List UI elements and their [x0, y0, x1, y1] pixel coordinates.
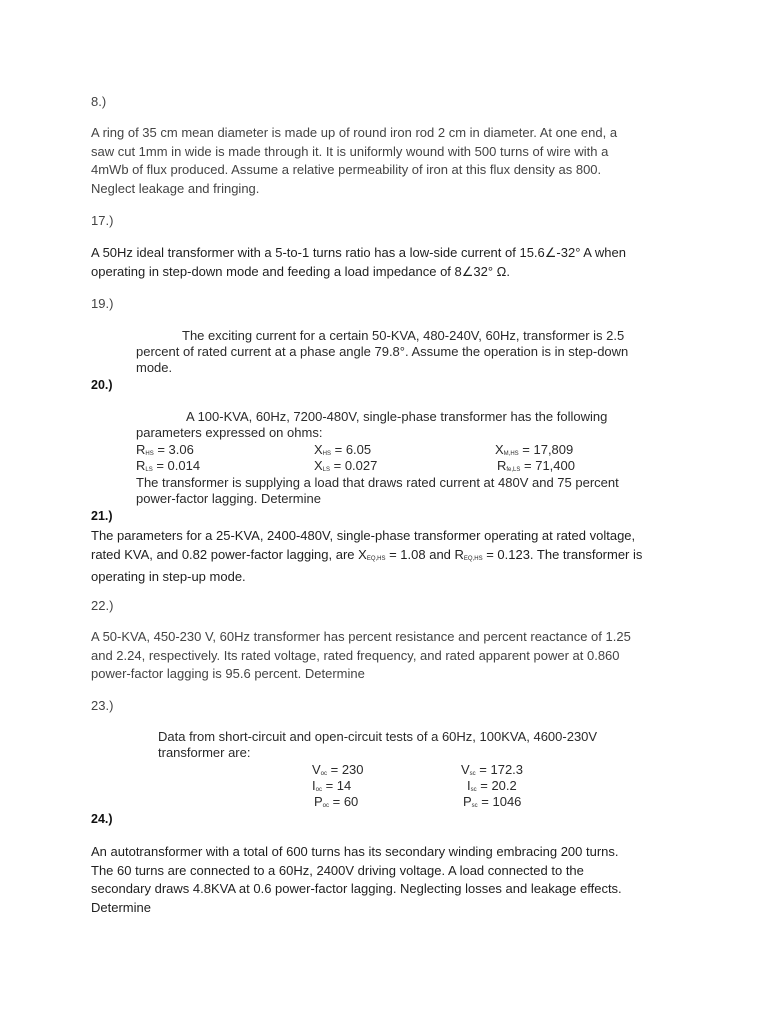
question-20-intro: [136, 409, 696, 441]
param-symbol: I: [312, 778, 316, 793]
text-line: power-factor lagging is 95.6 percent. Determine: [91, 666, 365, 681]
text-line: Neglect leakage and fringing.: [91, 180, 260, 196]
param-rfe-ls: [497, 458, 575, 473]
text-line: and 2.24, respectively. Its rated voltage, rated frequency, and rated apparent power at 0.860: [91, 647, 620, 663]
question-number-8: 8.): [91, 94, 107, 109]
text-fragment: = 0.123. The transformer is: [482, 546, 643, 562]
text-line: power-factor lagging. Determine: [136, 491, 321, 506]
text-line: 4mWb of flux produced. Assume a relative permeability of iron at this flux density as 800.: [91, 162, 602, 177]
question-24-text: [91, 843, 701, 917]
param-value: = 1046: [477, 794, 522, 809]
param-subscript: sc: [471, 803, 478, 809]
text-line: secondary draws 4.8KVA at 0.6 power-factor lagging. Neglecting losses and leakage effects.: [91, 881, 622, 896]
param-value: = 6.05: [331, 442, 372, 457]
param-value: = 3.06: [153, 442, 194, 457]
text-line: transformer are:: [158, 745, 251, 760]
param-subscript: LS: [322, 467, 331, 473]
param-subscript: oc: [315, 787, 322, 793]
question-19-text: [136, 328, 696, 376]
text-line: [91, 546, 701, 569]
text-line: mode.: [136, 360, 173, 375]
text-fragment: rated KVA, and 0.82 power-factor lagging, are X: [91, 546, 367, 562]
text-line: The transformer is supplying a load that draws rated current at 480V and 75 percent: [136, 475, 619, 490]
text-line: saw cut 1mm in wide is made through it. It is uniformly wound with 500 turns of wire with a: [91, 143, 609, 159]
param-subscript: sc: [469, 771, 476, 777]
param-xm-hs: [495, 442, 573, 457]
question-number-20: 20.): [91, 378, 113, 392]
param-i-sc: [467, 778, 517, 793]
question-23-intro: [158, 729, 678, 761]
param-symbol: P: [314, 794, 323, 809]
question-number-17: 17.): [91, 213, 114, 228]
param-symbol: I: [467, 778, 471, 793]
question-21-text: [91, 527, 701, 587]
text-line: The exciting current for a certain 50-KVA, 480-240V, 60Hz, transformer is 2.5: [182, 328, 625, 343]
text-line: parameters expressed on ohms:: [136, 425, 323, 440]
param-subscript: oc: [322, 803, 330, 809]
param-x-hs: [314, 442, 371, 457]
param-value: = 14: [321, 778, 352, 793]
param-subscript: sc: [470, 787, 477, 793]
question-number-19: 19.): [91, 296, 114, 311]
param-subscript: oc: [320, 771, 328, 777]
param-symbol: R: [136, 458, 146, 473]
text-line: operating in step-up mode.: [91, 569, 246, 584]
text-line: The 60 turns are connected to a 60Hz, 2400V driving voltage. A load connected to the: [91, 862, 584, 878]
param-symbol: R: [497, 458, 507, 473]
text-line: Determine: [91, 899, 151, 915]
param-symbol: V: [312, 762, 321, 777]
param-subscript: LS: [145, 467, 153, 473]
param-p-sc: [463, 794, 521, 809]
param-symbol: R: [136, 442, 146, 457]
question-17-text: [91, 244, 691, 281]
question-20-outro: [136, 475, 696, 507]
param-p-oc: [314, 794, 358, 809]
param-value: = 230: [327, 762, 364, 777]
subscript: EQ,HS: [463, 555, 483, 562]
question-number-24: 24.): [91, 812, 113, 826]
param-symbol: X: [495, 442, 504, 457]
question-8-text: [91, 124, 691, 198]
question-number-23: 23.): [91, 698, 114, 713]
param-v-oc: [312, 762, 364, 777]
text-line: The parameters for a 25-KVA, 2400-480V, single-phase transformer operating at rated voltage,: [91, 528, 636, 543]
param-symbol: X: [314, 458, 323, 473]
param-subscript: M,HS: [503, 451, 519, 457]
param-r-ls: [136, 458, 200, 473]
param-i-oc: [312, 778, 351, 793]
param-value: = 71,400: [520, 458, 575, 473]
param-subscript: fe,LS: [506, 467, 521, 473]
param-symbol: V: [461, 762, 470, 777]
text-line: An autotransformer with a total of 600 turns has its secondary winding embracing 200 turns.: [91, 844, 619, 859]
text-line: A ring of 35 cm mean diameter is made up of round iron rod 2 cm in diameter. At one end, a: [91, 125, 618, 140]
param-subscript: HS: [145, 451, 154, 457]
text-line: A 50-KVA, 450-230 V, 60Hz transformer has percent resistance and percent reactance of 1.25: [91, 629, 631, 644]
param-v-sc: [461, 762, 523, 777]
text-line: percent of rated current at a phase angle 79.8°. Assume the operation is in step-down: [136, 344, 629, 359]
param-r-hs: [136, 442, 194, 457]
question-22-text: [91, 628, 691, 684]
text-line: A 100-KVA, 60Hz, 7200-480V, single-phase transformer has the following: [186, 409, 608, 424]
question-number-21: 21.): [91, 509, 113, 523]
param-value: = 172.3: [475, 762, 524, 777]
param-value: = 20.2: [476, 778, 517, 793]
question-number-22: 22.): [91, 598, 114, 613]
param-value: = 17,809: [518, 442, 574, 457]
text-fragment: = 1.08 and R: [385, 546, 464, 562]
text-line: Data from short-circuit and open-circuit tests of a 60Hz, 100KVA, 4600-230V: [158, 729, 598, 744]
param-value: = 60: [329, 794, 359, 809]
param-symbol: X: [314, 442, 323, 457]
param-x-ls: [314, 458, 377, 473]
text-line: A 50Hz ideal transformer with a 5-to-1 turns ratio has a low-side current of 15.6∠-32° A when: [91, 245, 626, 260]
text-line: operating in step-down mode and feeding a load impedance of 8∠32° Ω.: [91, 263, 511, 279]
param-value: = 0.027: [330, 458, 378, 473]
param-subscript: HS: [322, 451, 332, 457]
param-symbol: P: [463, 794, 472, 809]
subscript: EQ,HS: [366, 555, 386, 562]
param-value: = 0.014: [152, 458, 201, 473]
